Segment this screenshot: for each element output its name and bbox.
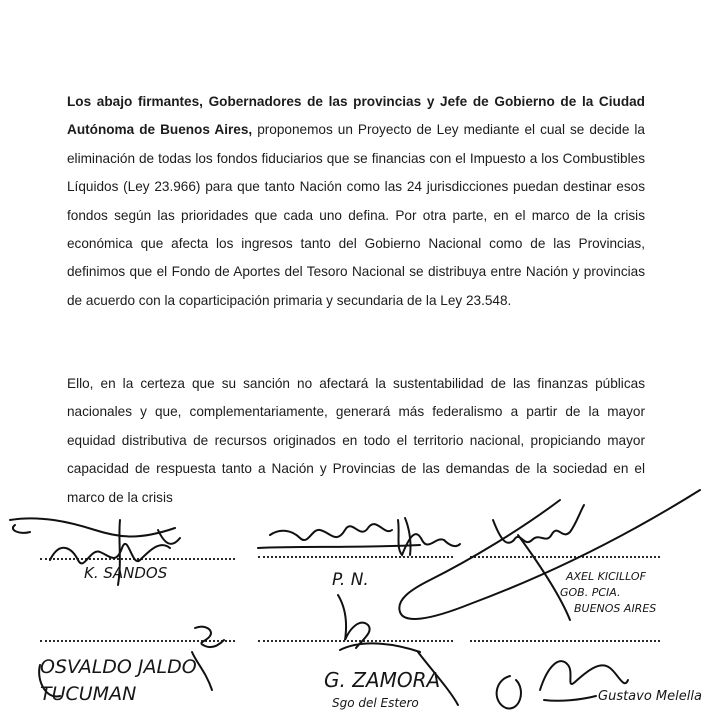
signature-2	[258, 518, 460, 555]
signature-line-2	[258, 556, 453, 558]
signature-3-caption-line-3: BUENOS AIRES	[574, 602, 657, 615]
signature-6	[497, 661, 628, 708]
signature-5-caption-line-1: G. ZAMORA	[324, 668, 441, 692]
signature-line-1	[40, 558, 235, 560]
signature-4-caption-line-2: TUCUMAN	[40, 683, 137, 705]
signature-1-caption: K. SANDOS	[84, 564, 168, 582]
signature-2-caption: P. N.	[332, 570, 369, 590]
signature-4-caption-line-1: OSVALDO JALDO	[40, 656, 197, 678]
signature-line-5	[258, 640, 453, 642]
paragraph-rationale: Ello, en la certeza que su sanción no afectará la sustentabilidad de las finanzas públicas nacionales y que, complementariamente, generará más federalismo a partir de la mayor equidad distributiva de recursos originados en todo el territorio nacional, propiciando mayor capacidad de respuesta tanto a Nación y Provincias de las demandas de la sociedad en el marco de la crisis	[67, 376, 645, 505]
signature-line-6	[470, 640, 660, 642]
signature-1	[10, 518, 180, 585]
signature-3-caption-line-2: GOB. PCIA.	[560, 586, 621, 599]
paragraph-proposal	[67, 88, 645, 315]
paragraph-lead: Los abajo firmantes, Gobernadores de las provincias y Jefe de Gobierno de la Ciudad Autónoma de Buenos Aires,	[67, 94, 645, 138]
signature-line-4	[40, 640, 235, 642]
signature-3-caption-line-1: AXEL KICILLOF	[566, 570, 646, 583]
signature-5-caption-line-2: Sgo del Estero	[332, 696, 419, 710]
paragraph-body: proponemos un Proyecto de Ley mediante el cual se decide la eliminación de todas los fondos fiduciarios que se financias con el Impuesto a los Combustibles Líquidos (Ley 23.966) para que tanto Nación como las 24 jurisdicciones puedan destinar esos fondos según las prioridades que cada uno defina. Por otra parte, en el marco de la crisis económica que afecta los ingresos tanto del Gobierno Nacional como de las Provincias, definimos que el Fondo de Aportes del Tesoro Nacional se distribuya entre Nación y provincias de acuerdo con la coparticipación primaria y secundaria de la Ley 23.548.	[67, 122, 645, 308]
signature-4	[39, 627, 224, 697]
signature-5	[338, 595, 458, 705]
signature-6-caption: Gustavo Melella	[598, 689, 702, 704]
signature-line-3	[470, 556, 660, 558]
